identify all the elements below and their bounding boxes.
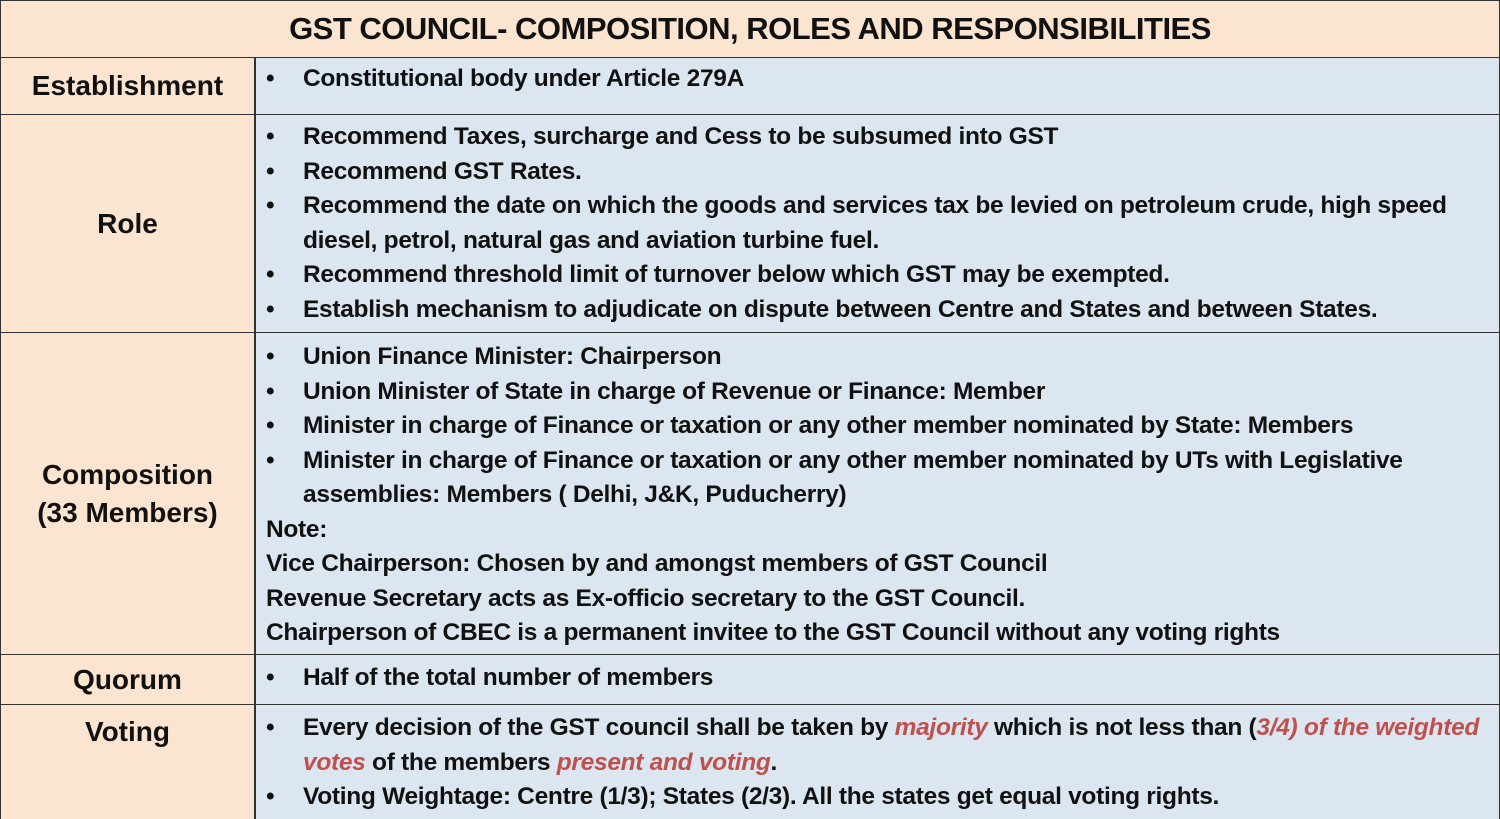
bullet-icon: •	[266, 343, 275, 370]
bullet-icon: •	[266, 295, 275, 323]
row-content-voting	[256, 705, 1500, 819]
bullet-icon: •	[266, 446, 275, 474]
row-composition	[0, 333, 1500, 655]
list-item: • Union Finance Minister: Chairperson	[266, 340, 1499, 375]
bullet-icon: •	[266, 714, 275, 741]
bullet-icon: •	[266, 123, 275, 150]
page-title: GST COUNCIL- COMPOSITION, ROLES AND RESPONSIBILITIES	[0, 0, 1500, 58]
row-quorum	[0, 655, 1500, 705]
note-line: Chairperson of CBEC is a permanent invitee to the GST Council without any voting rights	[266, 619, 1280, 646]
composition-label-line2: (33 Members)	[37, 496, 218, 528]
list-item: • Minister in charge of Finance or taxation or any other member nominated by UTs with Legislative assemblies: Members ( Delhi, J&K, Puducherry)	[266, 444, 1499, 513]
bullet-icon: •	[266, 157, 275, 185]
bullet-icon: •	[266, 377, 275, 405]
list-item: • Minister in charge of Finance or taxation or any other member nominated by State: Members	[266, 409, 1499, 444]
composition-label-line1: Composition	[41, 458, 214, 490]
list-item: • Recommend Taxes, surcharge and Cess to be subsumed into GST	[266, 120, 1499, 155]
list-item: • Recommend GST Rates.	[266, 155, 1499, 190]
row-voting	[0, 705, 1500, 819]
bullet-icon: •	[266, 65, 275, 92]
bullet-icon: •	[266, 412, 275, 439]
row-content-composition	[256, 333, 1500, 655]
row-content-establishment	[256, 58, 1500, 115]
list-item: • Union Minister of State in charge of Revenue or Finance: Member	[266, 375, 1499, 410]
row-label-establishment: Establishment	[0, 58, 256, 115]
bullet-icon: •	[266, 664, 275, 691]
list-item: • Establish mechanism to adjudicate on dispute between Centre and States and between States.	[266, 293, 1499, 328]
list-item: • Voting Weightage: Centre (1/3); States (2/3). All the states get equal voting rights.	[266, 780, 1499, 815]
row-establishment	[0, 58, 1500, 115]
bullet-icon: •	[266, 783, 275, 810]
list-item: • Every decision of the GST council shall be taken by majority which is not less than (3/4) of the weighted votes of the members present and voting.	[266, 711, 1499, 780]
row-content-role	[256, 115, 1500, 333]
row-role	[0, 115, 1500, 333]
note-line: Vice Chairperson: Chosen by and amongst members of GST Council	[266, 550, 1048, 577]
row-content-quorum	[256, 655, 1500, 705]
highlight-text: 3/4) of the weighted votes	[303, 714, 1480, 776]
highlight-text: present and voting	[556, 748, 771, 776]
note-heading: Note:	[266, 515, 328, 543]
list-item: • Recommend the date on which the goods and services tax be levied on petroleum crude, high speed diesel, petrol, natural gas and aviation turbine fuel.	[266, 189, 1499, 258]
bullet-icon: •	[266, 261, 275, 288]
bullet-icon: •	[266, 192, 275, 219]
row-label-composition	[0, 333, 256, 655]
highlight-text: majority	[894, 714, 988, 741]
row-label-voting: Voting	[0, 705, 256, 819]
row-label-quorum: Quorum	[0, 655, 256, 705]
list-item: • Recommend threshold limit of turnover below which GST may be exempted.	[266, 258, 1499, 293]
list-item: • Constitutional body under Article 279A	[266, 62, 1499, 97]
note-line: Revenue Secretary acts as Ex-officio secretary to the GST Council.	[266, 584, 1026, 612]
list-item: • Half of the total number of members	[266, 661, 1499, 696]
row-label-role: Role	[0, 115, 256, 333]
